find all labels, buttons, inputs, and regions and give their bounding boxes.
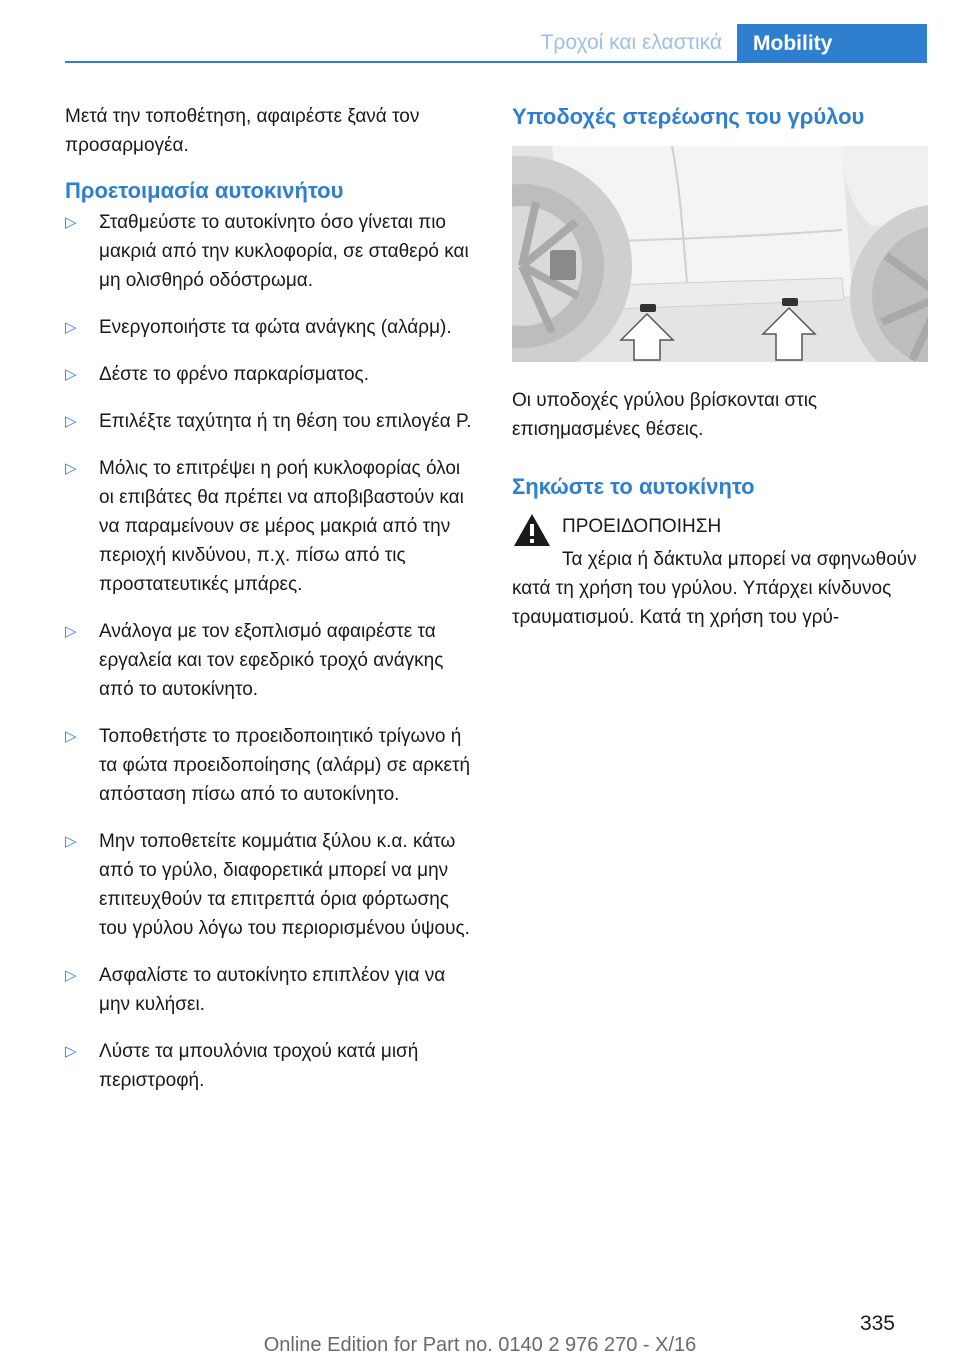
warning-triangle-icon	[512, 512, 552, 548]
triangle-bullet-icon: ▷	[65, 728, 77, 745]
jack-points-caption: Οι υποδοχές γρύλου βρίσκονται στις επισημασμένες θέσεις.	[512, 390, 818, 440]
list-item	[65, 313, 477, 342]
triangle-bullet-icon: ▷	[65, 623, 77, 640]
jack-mounting-points-heading: Υποδοχές στερέωσης του γρύλου	[512, 104, 865, 129]
list-item	[65, 454, 477, 599]
warning-block	[512, 512, 928, 632]
list-item	[65, 827, 477, 943]
triangle-bullet-icon: ▷	[65, 413, 77, 430]
list-item	[65, 208, 477, 295]
right-column	[512, 102, 928, 632]
list-item	[65, 961, 477, 1019]
step-text: Ενεργοποιήστε τα φώτα ανάγκης (αλάρμ).	[99, 317, 452, 338]
step-text: Δέστε το φρένο παρκαρίσματος.	[99, 364, 369, 385]
footer-edition: Online Edition for Part no. 0140 2 976 270 - X/16	[263, 1334, 697, 1356]
chapter-tab: Mobility	[737, 24, 927, 63]
step-text: Τοποθετήστε το προειδοποιητικό τρίγωνο ή τα φώτα προειδοποίησης (αλάρμ) σε αρκετή απόσταση πίσω από το αυτοκίνητο.	[99, 726, 471, 805]
triangle-bullet-icon: ▷	[65, 967, 77, 984]
list-item	[65, 407, 477, 436]
section-title: Τροχοί και ελαστικά	[540, 31, 722, 54]
triangle-bullet-icon: ▷	[65, 214, 77, 231]
warning-title: ΠΡΟΕΙΔΟΠΟΙΗΣΗ	[562, 516, 722, 537]
step-text: Επιλέξτε ταχύτητα ή τη θέση του επιλογέα P.	[99, 411, 472, 432]
step-text: Μόλις το επιτρέψει η ροή κυκλοφορίας όλοι οι επιβάτες θα πρέπει να αποβιβαστούν και να παραμείνουν σε μέρος μακριά από την περιοχή κινδύνου, π.χ. πίσω από τις προστατευτικές μπάρες.	[99, 458, 464, 595]
raise-vehicle-heading: Σηκώστε το αυτοκίνητο	[512, 474, 755, 499]
step-text: Λύστε τα μπουλόνια τροχού κατά μισή περιστροφή.	[99, 1041, 419, 1091]
step-text: Ασφαλίστε το αυτοκίνητο επιπλέον για να μην κυλήσει.	[99, 965, 446, 1015]
triangle-bullet-icon: ▷	[65, 460, 77, 477]
triangle-bullet-icon: ▷	[65, 319, 77, 336]
intro-paragraph: Μετά την τοποθέτηση, αφαιρέστε ξανά τον προσαρμογέα.	[65, 106, 420, 156]
vehicle-preparation-heading: Προετοιμασία αυτοκινήτου	[65, 178, 344, 203]
car-sill-drawing	[512, 146, 928, 362]
triangle-bullet-icon: ▷	[65, 833, 77, 850]
triangle-bullet-icon: ▷	[65, 366, 77, 383]
triangle-bullet-icon: ▷	[65, 1043, 77, 1060]
page-number: 335	[859, 1312, 895, 1335]
step-text: Ανάλογα με τον εξοπλισμό αφαιρέστε τα εργαλεία και τον εφεδρικό τροχό ανάγκης από το αυτοκίνητο.	[99, 621, 444, 700]
step-text: Σταθμεύστε το αυτοκίνητο όσο γίνεται πιο μακριά από την κυκλοφορία, σε σταθερό και μη ολισθηρό οδόστρωμα.	[99, 212, 469, 291]
list-item	[65, 360, 477, 389]
step-text: Μην τοποθετείτε κομμάτια ξύλου κ.α. κάτω από το γρύλο, διαφορετικά μπορεί να μην επιτευχθούν τα επιτρεπτά όρια φόρτωσης του γρύλου λόγω του περιορισμένου ύψους.	[99, 831, 470, 939]
list-item	[65, 617, 477, 704]
warning-text: Τα χέρια ή δάκτυλα μπορεί να σφηνωθούν κατά τη χρήση του γρύλου. Υπάρχει κίνδυνος τραυματισμού. Κατά τη χρήση του γρύ-	[512, 549, 917, 628]
list-item	[65, 722, 477, 809]
left-column	[65, 102, 477, 1113]
preparation-steps	[65, 208, 477, 1095]
jack-points-illustration	[512, 146, 928, 362]
list-item	[65, 1037, 477, 1095]
